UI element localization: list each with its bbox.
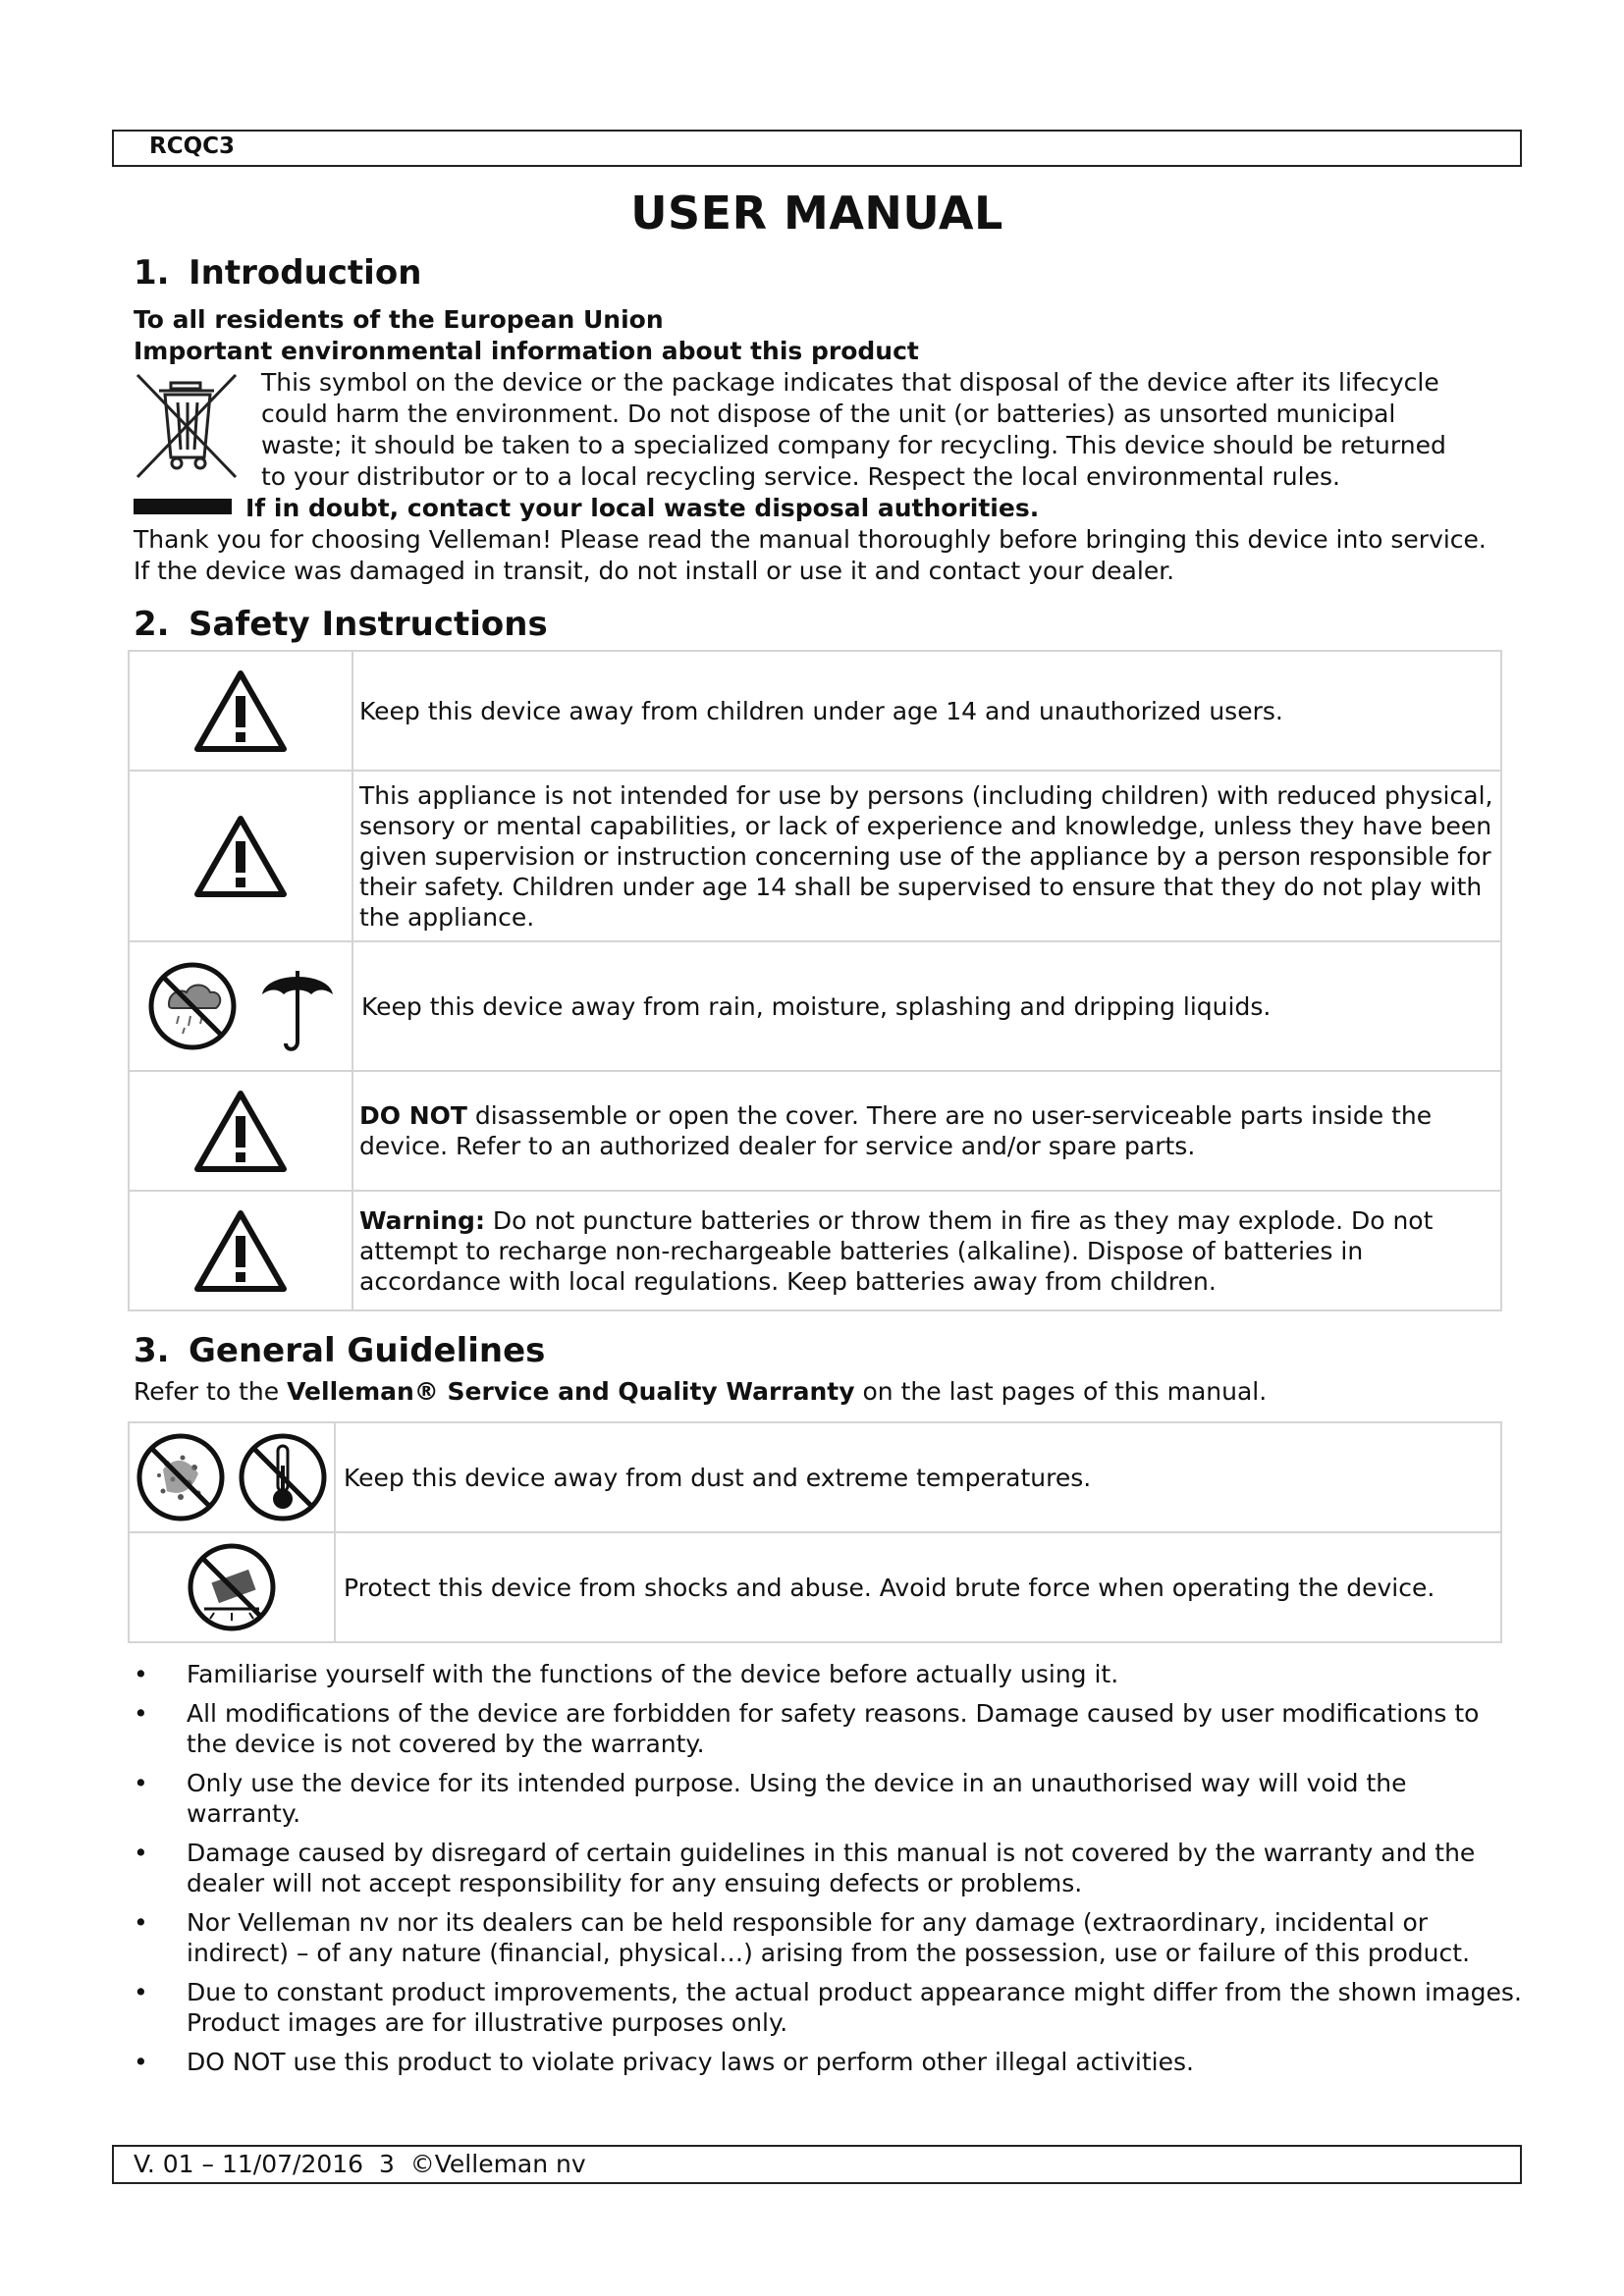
no-rain-icon (145, 959, 240, 1053)
safety-row (129, 1191, 1501, 1310)
no-extreme-temp-icon (236, 1430, 330, 1524)
thanks-paragraph: Thank you for choosing Velleman! Please read the manual thoroughly before bringing this device into service. If the device was damaged in transit, do not install or use it and contact your dealer. (134, 525, 1487, 585)
doubt-line: If in doubt, contact your local waste disposal authorities. (112, 493, 1522, 524)
warning-triangle-icon (193, 668, 288, 753)
umbrella-icon (258, 957, 337, 1055)
list-item: • Only use the device for its intended purpose. Using the device in an unauthorised way will void the warranty. (134, 1769, 1407, 1828)
safety-text: Warning: Do not puncture batteries or throw them in fire as they may explode. Do not attempt to recharge non-rechargeable batteries (alkaline). Dispose of batteries in accordance with local regulations. Keep batteries away from children. (352, 1191, 1501, 1310)
safety-table (128, 650, 1502, 1311)
no-shock-icon (185, 1540, 279, 1634)
dust-temp-cell (129, 1422, 335, 1532)
list-item: • Damage caused by disregard of certain guidelines in this manual is not covered by the warranty and the dealer will not accept responsibility for any ensuing defects or problems. (134, 1839, 1476, 1897)
safety-row (129, 651, 1501, 771)
crossed-bin-icon (134, 369, 242, 487)
page-title: USER MANUAL (630, 187, 1003, 240)
bullet-glyph: • (134, 1769, 148, 1797)
bullet-glyph: • (134, 1978, 148, 2006)
warning-cell (129, 771, 352, 941)
section-guidelines-heading: 3. General Guidelines (134, 1331, 546, 1370)
list-item: • Familiarise yourself with the functions of the device before actually using it. (134, 1660, 1119, 1688)
weee-text: This symbol on the device or the package indicates that disposal of the device after its lifecycle could harm the environment. Do not dispose of the unit (or batteries) as unsorted municipal waste; it should be taken to a specialized company for recycling. This device should be returned to your distributor or to a local recycling service. Respect the local environmental rules. (261, 368, 1446, 491)
bullet-glyph: • (134, 1908, 148, 1937)
env-info-line: Important environmental information about this product (134, 337, 919, 365)
weee-block (112, 367, 1522, 493)
safety-text: Keep this device away from rain, moisture, splashing and dripping liquids. (352, 941, 1501, 1071)
footer-text: V. 01 – 11/07/2016 3 ©Velleman nv (134, 2150, 586, 2178)
warranty-reference: Refer to the Velleman® Service and Quality Warranty on the last pages of this manual. (134, 1377, 1268, 1406)
bullet-glyph: • (134, 2048, 148, 2076)
guideline-row (129, 1422, 1501, 1532)
guidelines-table (128, 1421, 1502, 1643)
guideline-row (129, 1532, 1501, 1642)
warning-cell (129, 1191, 352, 1310)
eu-residents-line: To all residents of the European Union (134, 305, 664, 334)
guideline-text: Protect this device from shocks and abuse. Avoid brute force when operating the device. (335, 1532, 1501, 1642)
list-item: • All modifications of the device are forbidden for safety reasons. Damage caused by user modifications to the device is not covered by the warranty. (134, 1699, 1480, 1758)
model-code: RCQC3 (149, 133, 236, 159)
warning-triangle-icon (193, 814, 288, 898)
list-item: • Due to constant product improvements, the actual product appearance might differ from the shown images. Product images are for illustrative purposes only. (134, 1978, 1522, 2037)
black-bar (134, 499, 232, 514)
section-introduction-heading: 1. Introduction (134, 253, 422, 293)
manual-page (112, 130, 1522, 2086)
warning-cell (129, 651, 352, 771)
safety-text: Keep this device away from children under age 14 and unauthorized users. (352, 651, 1501, 771)
warning-triangle-icon (193, 1089, 288, 1173)
no-dust-icon (134, 1430, 228, 1524)
bullet-glyph: • (134, 1660, 148, 1688)
safety-text: This appliance is not intended for use by persons (including children) with reduced physical, sensory or mental capabilities, or lack of experience and knowledge, unless they have been given supervision or instruction concerning use of the appliance by a person responsible for their safety. Children under age 14 shall be supervised to ensure that they do not play with the appliance. (352, 771, 1501, 941)
safety-row (129, 1071, 1501, 1191)
guidelines-list (112, 1659, 1522, 2077)
safety-row (129, 771, 1501, 941)
guideline-text: Keep this device away from dust and extreme temperatures. (335, 1422, 1501, 1532)
shock-cell (129, 1532, 335, 1642)
bullet-glyph: • (134, 1699, 148, 1728)
warning-triangle-icon (193, 1208, 288, 1293)
list-item: • DO NOT use this product to violate privacy laws or perform other illegal activities. (134, 2048, 1194, 2076)
warning-cell (129, 1071, 352, 1191)
safety-text: DO NOT disassemble or open the cover. There are no user-serviceable parts inside the device. Refer to an authorized dealer for service and/or spare parts. (352, 1071, 1501, 1191)
bullet-glyph: • (134, 1839, 148, 1867)
header-box (112, 130, 1522, 167)
section-safety-heading: 2. Safety Instructions (134, 605, 548, 644)
footer-box (112, 2145, 1522, 2184)
safety-row (129, 941, 1501, 1071)
list-item: • Nor Velleman nv nor its dealers can be held responsible for any damage (extraordinary, incidental or indirect) – of any nature (financial, physical…) arising from the possession, use or failure of this product. (134, 1908, 1471, 1967)
rain-umbrella-cell (129, 941, 352, 1071)
